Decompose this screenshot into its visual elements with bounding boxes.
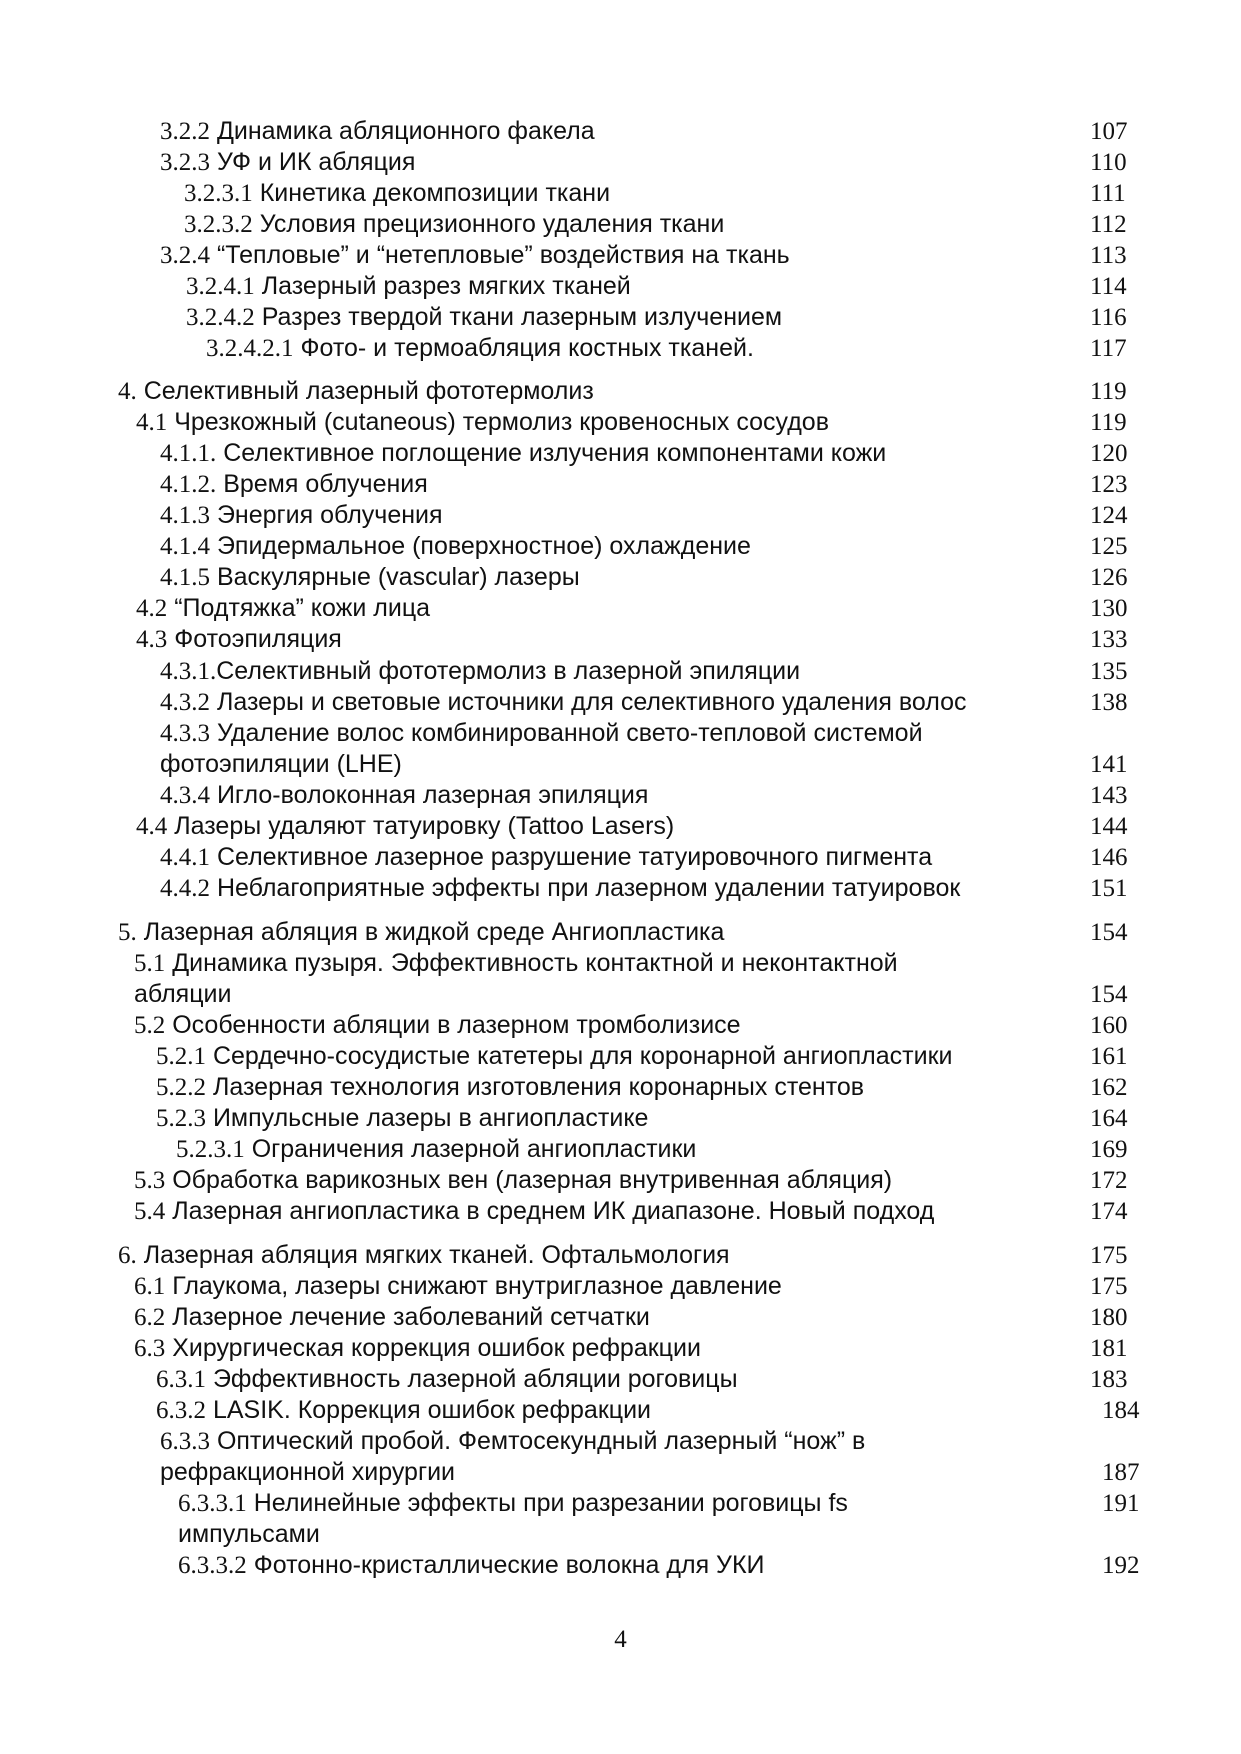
toc-entry [0,718,1241,749]
toc-entry [0,624,1241,655]
toc-entry-title: Лазерная абляция в жидкой среде Ангиопластика [143,918,725,946]
toc-entry-number: 5.4 [134,1198,166,1225]
toc-entry [0,271,1241,302]
toc-entry-page: 183 [1090,1366,1128,1393]
toc-entry-page: 169 [1090,1136,1128,1163]
toc-entry-number: 6.3.3.1 [178,1490,247,1517]
toc-entry-title: Разрез твердой ткани лазерным излучением [261,303,783,331]
toc-entry-number: 4.1.4 [160,533,210,560]
toc-entry-page: 107 [1090,118,1128,145]
toc-entry-number: 4.3.2 [160,689,210,716]
toc-entry-title: Лазеры и световые источники для селективного удаления волос [216,688,967,716]
toc-entry-title: Особенности абляции в лазерном тромболизисе [172,1011,741,1039]
toc-entry-title: Эффективность лазерной абляции роговицы [212,1365,738,1393]
toc-entry-page: 175 [1090,1273,1128,1300]
toc-entry-number: 4.1 [136,409,168,436]
toc-entry-page: 125 [1090,533,1128,560]
toc-entry-title: Время облучения [223,470,428,498]
toc-entry-title: Обработка варикозных вен (лазерная внутривенная абляция) [172,1166,893,1194]
toc-entry-page: 187 [1102,1459,1140,1486]
toc-entry-number: 4.3 [136,626,168,653]
toc-entry [0,1426,1241,1457]
toc-entry [0,1271,1241,1302]
toc-entry-page: 180 [1090,1304,1128,1331]
toc-entry-title: Динамика пузыря. Эффективность контактной и неконтактной [172,949,898,977]
toc-entry [0,1302,1241,1333]
toc-entry-page: 120 [1090,440,1128,467]
toc-entry-title: Лазеры удаляют татуировку (Tattoo Lasers) [174,812,675,840]
toc-entry-page: 184 [1102,1397,1140,1424]
toc-entry-title: Фотоэпиляция [174,625,342,653]
toc-entry-page: 161 [1090,1043,1128,1070]
toc-entry-title: LASIK. Коррекция ошибок рефракции [212,1396,652,1424]
toc-entry-page: 174 [1090,1198,1128,1225]
toc-entry [0,1134,1241,1165]
toc-entry [0,842,1241,873]
toc-entry-number: 4.1.3 [160,502,210,529]
toc-entry-number: 5.2.3 [156,1105,206,1132]
toc-entry [0,1364,1241,1395]
toc-entry-title: Лазерная ангиопластика в среднем ИК диапазоне. Новый подход [172,1197,935,1225]
toc-entry-title: Лазерный разрез мягких тканей [261,272,631,300]
toc-entry-page: 154 [1090,981,1128,1008]
toc-entry-title: Селективный лазерный фототермолиз [143,377,594,405]
toc-entry-title: импульсами [178,1520,320,1548]
toc-entry-number: 6.3.3 [160,1428,210,1455]
toc-entry-number: 6.1 [134,1273,166,1300]
toc-entry [0,147,1241,178]
toc-entry-number: 6.3 [134,1335,166,1362]
toc-entry-number: 6. [118,1242,137,1269]
toc-entry-page: 164 [1090,1105,1128,1132]
toc-entry [0,116,1241,147]
toc-entry [0,593,1241,624]
toc-entry-title: Удаление волос комбинированной свето-тепловой системой [216,719,923,747]
toc-entry-page: 175 [1090,1242,1128,1269]
toc-entry-number: 3.2.2 [160,118,210,145]
toc-entry-page: 141 [1090,751,1128,778]
toc-entry-number: 3.2.3.1 [184,180,253,207]
toc-entry-number: 6.3.1 [156,1366,206,1393]
toc-entry-page: 130 [1090,595,1128,622]
toc-entry-number: 4.2 [136,595,168,622]
toc-entry [0,178,1241,209]
toc-entry-title: Фотонно-кристаллические волокна для УКИ [253,1551,765,1579]
toc-entry-number: 5.1 [134,950,166,977]
toc-entry [0,333,1241,364]
toc-entry-page: 126 [1090,564,1128,591]
toc-entry [0,1196,1241,1227]
toc-entry-page: 110 [1090,149,1127,176]
toc-entry-page: 191 [1102,1490,1140,1517]
toc-entry-title: Энергия облучения [216,501,443,529]
toc-entry-page: 143 [1090,782,1128,809]
toc-entry-number: 4.1.2. [160,471,217,498]
toc-entry [0,1457,1241,1488]
toc-entry [0,376,1241,407]
toc-entry-page: 181 [1090,1335,1128,1362]
toc-entry-title: Васкулярные (vascular) лазеры [216,563,580,591]
toc-entry-page: 146 [1090,844,1128,871]
toc-entry-title: Лазерная технология изготовления коронарных стентов [212,1073,865,1101]
toc-entry-title: Условия прецизионного удаления ткани [259,210,725,238]
toc-entry-page: 144 [1090,813,1128,840]
toc-entry [0,656,1241,687]
toc-entry-number: 5.3 [134,1167,166,1194]
toc-entry [0,979,1241,1010]
toc-entry-title: Глаукома, лазеры снижают внутриглазное давление [172,1272,782,1300]
toc-entry-number: 3.2.3.2 [184,211,253,238]
toc-entry-number: 6.3.2 [156,1397,206,1424]
toc-entry [0,500,1241,531]
toc-entry-title: рефракционной хирургии [160,1458,455,1486]
toc-entry-page: 154 [1090,919,1128,946]
toc-entry [0,917,1241,948]
toc-entry-number: 4.4 [136,813,168,840]
toc-entry-title: Селективный фототермолиз в лазерной эпиляции [216,657,801,685]
toc-entry-page: 116 [1090,304,1127,331]
toc-entry-number: 4.3.3 [160,720,210,747]
toc-entry-number: 3.2.4.2.1 [206,335,294,362]
toc-entry-title: “Подтяжка” кожи лица [174,594,431,622]
toc-entry-title: Чрезкожный (cutaneous) термолиз кровеносных сосудов [174,408,829,436]
toc-entry [0,531,1241,562]
toc-entry [0,687,1241,718]
toc-entry-number: 5.2.2 [156,1074,206,1101]
toc-entry-number: 4.4.2 [160,875,210,902]
toc-entry-page: 151 [1090,875,1128,902]
toc-entry-title: Хирургическая коррекция ошибок рефракции [172,1334,701,1362]
toc-entry [0,749,1241,780]
toc-entry-page: 114 [1090,273,1127,300]
toc-entry [0,811,1241,842]
toc-entry-number: 3.2.4.1 [186,273,255,300]
toc-entry [0,1240,1241,1271]
toc-entry-title: “Тепловые” и “нетепловые” воздействия на ткань [216,241,790,269]
toc-entry-page: 119 [1090,378,1127,405]
toc-entry [0,1165,1241,1196]
toc-entry-number: 5.2.1 [156,1043,206,1070]
toc-entry-title: абляции [134,980,232,1008]
toc-entry [0,1488,1241,1519]
toc-entry-title: Эпидермальное (поверхностное) охлаждение [216,532,751,560]
toc-entry-number: 4.4.1 [160,844,210,871]
toc-entry [0,1519,1241,1550]
toc-entry-title: Ограничения лазерной ангиопластики [251,1135,697,1163]
toc-entry-title: Лазерное лечение заболеваний сетчатки [172,1303,650,1331]
toc-entry [0,1072,1241,1103]
toc-entry-page: 112 [1090,211,1127,238]
toc-entry-page: 123 [1090,471,1128,498]
toc-entry [0,1010,1241,1041]
toc-entry-title: фотоэпиляции (LHE) [160,750,402,778]
toc-entry-number: 4.3.1. [160,658,217,685]
toc-entry [0,948,1241,979]
toc-entry [0,780,1241,811]
toc-entry [0,240,1241,271]
toc-entry-number: 3.2.4.2 [186,304,255,331]
toc-entry-page: 133 [1090,626,1128,653]
toc-entry-number: 6.3.3.2 [178,1552,247,1579]
toc-entry-page: 160 [1090,1012,1128,1039]
toc-entry [0,438,1241,469]
toc-entry [0,1395,1241,1426]
toc-entry-page: 113 [1090,242,1127,269]
toc-entry-number: 5.2.3.1 [176,1136,245,1163]
toc-entry-title: Кинетика декомпозиции ткани [259,179,611,207]
page-number: 4 [614,1626,627,1653]
toc-entry-title: Неблагоприятные эффекты при лазерном удалении татуировок [216,874,961,902]
toc-entry-title: УФ и ИК абляция [216,148,416,176]
toc-entry-title: Сердечно-сосудистые катетеры для коронарной ангиопластики [212,1042,953,1070]
toc-entry [0,407,1241,438]
toc-entry-title: Нелинейные эффекты при разрезании роговицы fs [253,1489,848,1517]
toc-entry-number: 3.2.3 [160,149,210,176]
toc-entry-page: 119 [1090,409,1127,436]
toc-entry [0,1550,1241,1581]
toc-entry-number: 5. [118,919,137,946]
toc-entry [0,1103,1241,1134]
toc-entry-page: 135 [1090,658,1128,685]
toc-entry [0,562,1241,593]
toc-entry-title: Лазерная абляция мягких тканей. Офтальмология [143,1241,730,1269]
toc-entry [0,1333,1241,1364]
toc-entry-page: 192 [1102,1552,1140,1579]
toc-entry [0,302,1241,333]
toc-entry-title: Селективное лазерное разрушение татуировочного пигмента [216,843,933,871]
toc-entry-number: 4. [118,378,137,405]
toc-entry-number: 4.1.5 [160,564,210,591]
toc-entry [0,873,1241,904]
toc-entry-number: 4.1.1. [160,440,217,467]
toc-entry-page: 117 [1090,335,1127,362]
toc-entry-title: Фото- и термоабляция костных тканей. [300,334,754,362]
toc-entry-page: 138 [1090,689,1128,716]
toc-entry [0,209,1241,240]
toc-entry-page: 124 [1090,502,1128,529]
toc-entry-number: 6.2 [134,1304,166,1331]
toc-entry-number: 4.3.4 [160,782,210,809]
toc-entry-page: 162 [1090,1074,1128,1101]
toc-entry-number: 3.2.4 [160,242,210,269]
toc-entry-title: Селективное поглощение излучения компонентами кожи [223,439,887,467]
toc-entry-title: Импульсные лазеры в ангиопластике [212,1104,649,1132]
toc-entry-number: 5.2 [134,1012,166,1039]
toc-entry [0,1041,1241,1072]
toc-entry [0,469,1241,500]
toc-entry-page: 172 [1090,1167,1128,1194]
toc-entry-page: 111 [1090,180,1126,207]
toc-entry-title: Игло-волоконная лазерная эпиляция [216,781,649,809]
toc-entry-title: Оптический пробой. Фемтосекундный лазерный “нож” в [216,1427,866,1455]
toc-entry-title: Динамика абляционного факела [216,117,595,145]
